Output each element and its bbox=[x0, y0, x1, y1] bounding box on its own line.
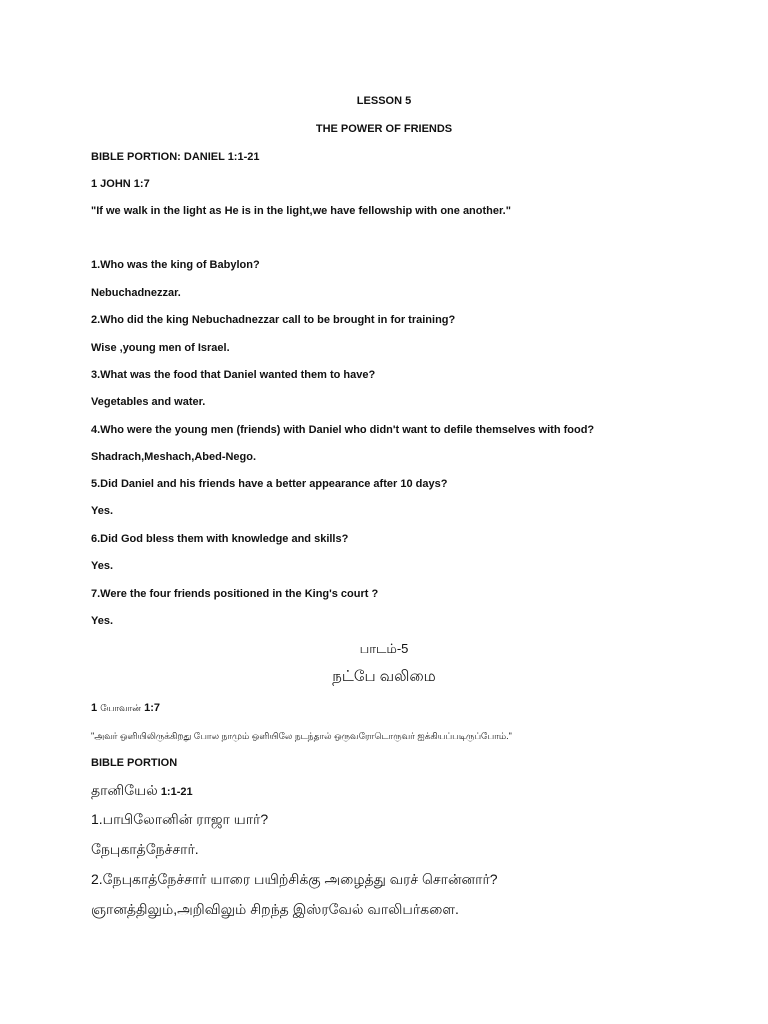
tamil-ref-book: யோவான் bbox=[100, 703, 142, 713]
answer-3: Vegetables and water. bbox=[91, 396, 206, 408]
tamil-memory-verse: "அவர் ஒளியிலிருக்கிறது போல நாமும் ஒளியிலே நடந்தால் ஒருவரோடொருவர் ஐக்கியப்படிருப்போம்." bbox=[91, 731, 512, 741]
tamil-memory-verse-reference bbox=[91, 701, 160, 715]
answer-5: Yes. bbox=[91, 505, 114, 517]
tamil-lesson-number: பாடம்-5 bbox=[359, 641, 409, 656]
tamil-answer-2: ஞானத்திலும்,அறிவிலும் சிறந்த இஸ்ரவேல் வாலிபர்களை. bbox=[91, 901, 459, 917]
question-1: 1.Who was the king of Babylon? bbox=[91, 259, 260, 271]
answer-1: Nebuchadnezzar. bbox=[91, 287, 181, 299]
tamil-ref-number: 1 bbox=[91, 702, 98, 714]
question-6: 6.Did God bless them with knowledge and skills? bbox=[91, 533, 349, 545]
tamil-bible-portion-book: தானியேல் bbox=[91, 782, 158, 798]
tamil-bible-portion-ref: 1:1-21 bbox=[160, 786, 193, 798]
question-7: 7.Were the four friends positioned in the King's court ? bbox=[91, 588, 379, 600]
answer-7: Yes. bbox=[91, 615, 114, 627]
tamil-question-1: 1.பாபிலோனின் ராஜா யார்? bbox=[91, 811, 269, 827]
tamil-lesson-title: நட்பே வலிமை bbox=[332, 668, 436, 685]
answer-4: Shadrach,Meshach,Abed-Nego. bbox=[91, 451, 257, 463]
tamil-ref-verse: 1:7 bbox=[144, 702, 161, 714]
memory-verse: "If we walk in the light as He is in the light,we have fellowship with one another." bbox=[91, 205, 511, 217]
tamil-bible-portion bbox=[91, 781, 193, 799]
tamil-question-2: 2.நேபுகாத்நேச்சார் யாரை பயிற்சிக்கு அழைத்து வரச் சொன்னார்? bbox=[91, 871, 498, 887]
answer-6: Yes. bbox=[91, 560, 114, 572]
lesson-title: THE POWER OF FRIENDS bbox=[315, 123, 453, 135]
tamil-answer-1: நேபுகாத்நேச்சார். bbox=[91, 841, 199, 857]
question-5: 5.Did Daniel and his friends have a better appearance after 10 days? bbox=[91, 478, 448, 490]
question-4: 4.Who were the young men (friends) with Daniel who didn't want to defile themselves with food? bbox=[91, 424, 595, 436]
question-3: 3.What was the food that Daniel wanted them to have? bbox=[91, 369, 376, 381]
bible-portion: BIBLE PORTION: DANIEL 1:1-21 bbox=[91, 151, 260, 163]
lesson-number: LESSON 5 bbox=[356, 95, 412, 107]
tamil-bible-portion-label: BIBLE PORTION bbox=[91, 757, 178, 769]
question-2: 2.Who did the king Nebuchadnezzar call to be brought in for training? bbox=[91, 314, 456, 326]
answer-2: Wise ,young men of Israel. bbox=[91, 342, 230, 354]
memory-verse-reference: 1 JOHN 1:7 bbox=[91, 178, 150, 190]
